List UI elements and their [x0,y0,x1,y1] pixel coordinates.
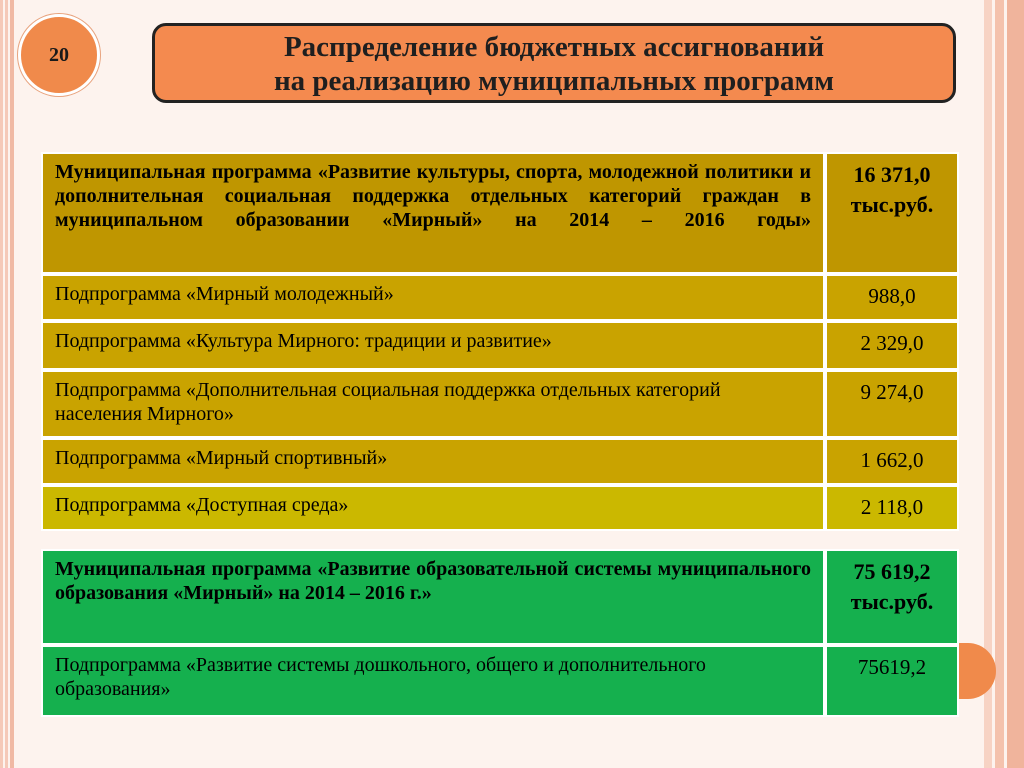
table-row [41,438,959,485]
program1-header-row [41,152,959,274]
program2-table [41,549,959,717]
subprogram-amount: 2 118,0 [825,485,959,531]
program1-amount-unit: тыс.руб. [850,192,934,217]
slide-number-badge [18,14,100,96]
subprogram-name: Подпрограмма «Дополнительная социальная поддержка отдельных категорий населения Мирного» [41,370,825,438]
subprogram-name: Подпрограмма «Развитие системы дошкольного, общего и дополнительного образования» [41,645,825,717]
program1-amount [825,152,959,274]
program2-header-row [41,549,959,645]
slide-title-line1: Распределение бюджетных ассигнований [283,31,825,63]
table-row [41,645,959,717]
table-row [41,485,959,531]
program1-table [41,152,959,531]
subprogram-amount: 988,0 [825,274,959,321]
program2-amount [825,549,959,645]
program1-name: Муниципальная программа «Развитие культуры, спорта, молодежной политики и дополнительная социальная поддержка отдельных категорий граждан в муниципальном образовании «Мирный» на 2014 – 2016 годы» [41,152,825,274]
subprogram-amount: 2 329,0 [825,321,959,370]
table-row [41,321,959,370]
subprogram-name: Подпрограмма «Культура Мирного: традиции и развитие» [41,321,825,370]
left-decorative-stripe [0,0,14,768]
slide-title [152,23,956,103]
subprogram-name: Подпрограмма «Доступная среда» [41,485,825,531]
subprogram-name: Подпрограмма «Мирный спортивный» [41,438,825,485]
table-row [41,274,959,321]
program2-amount-value: 75 619,2 [853,559,931,584]
subprogram-amount: 9 274,0 [825,370,959,438]
slide-number: 20 [49,43,69,66]
subprogram-amount: 75619,2 [825,645,959,717]
program2-name: Муниципальная программа «Развитие образовательной системы муниципального образования «Мирный» на 2014 – 2016 г.» [41,549,825,645]
subprogram-amount: 1 662,0 [825,438,959,485]
subprogram-name: Подпрограмма «Мирный молодежный» [41,274,825,321]
slide-title-line2: на реализацию муниципальных программ [273,65,835,97]
program1-amount-value: 16 371,0 [853,162,931,187]
program2-amount-unit: тыс.руб. [850,589,934,614]
table-row [41,370,959,438]
